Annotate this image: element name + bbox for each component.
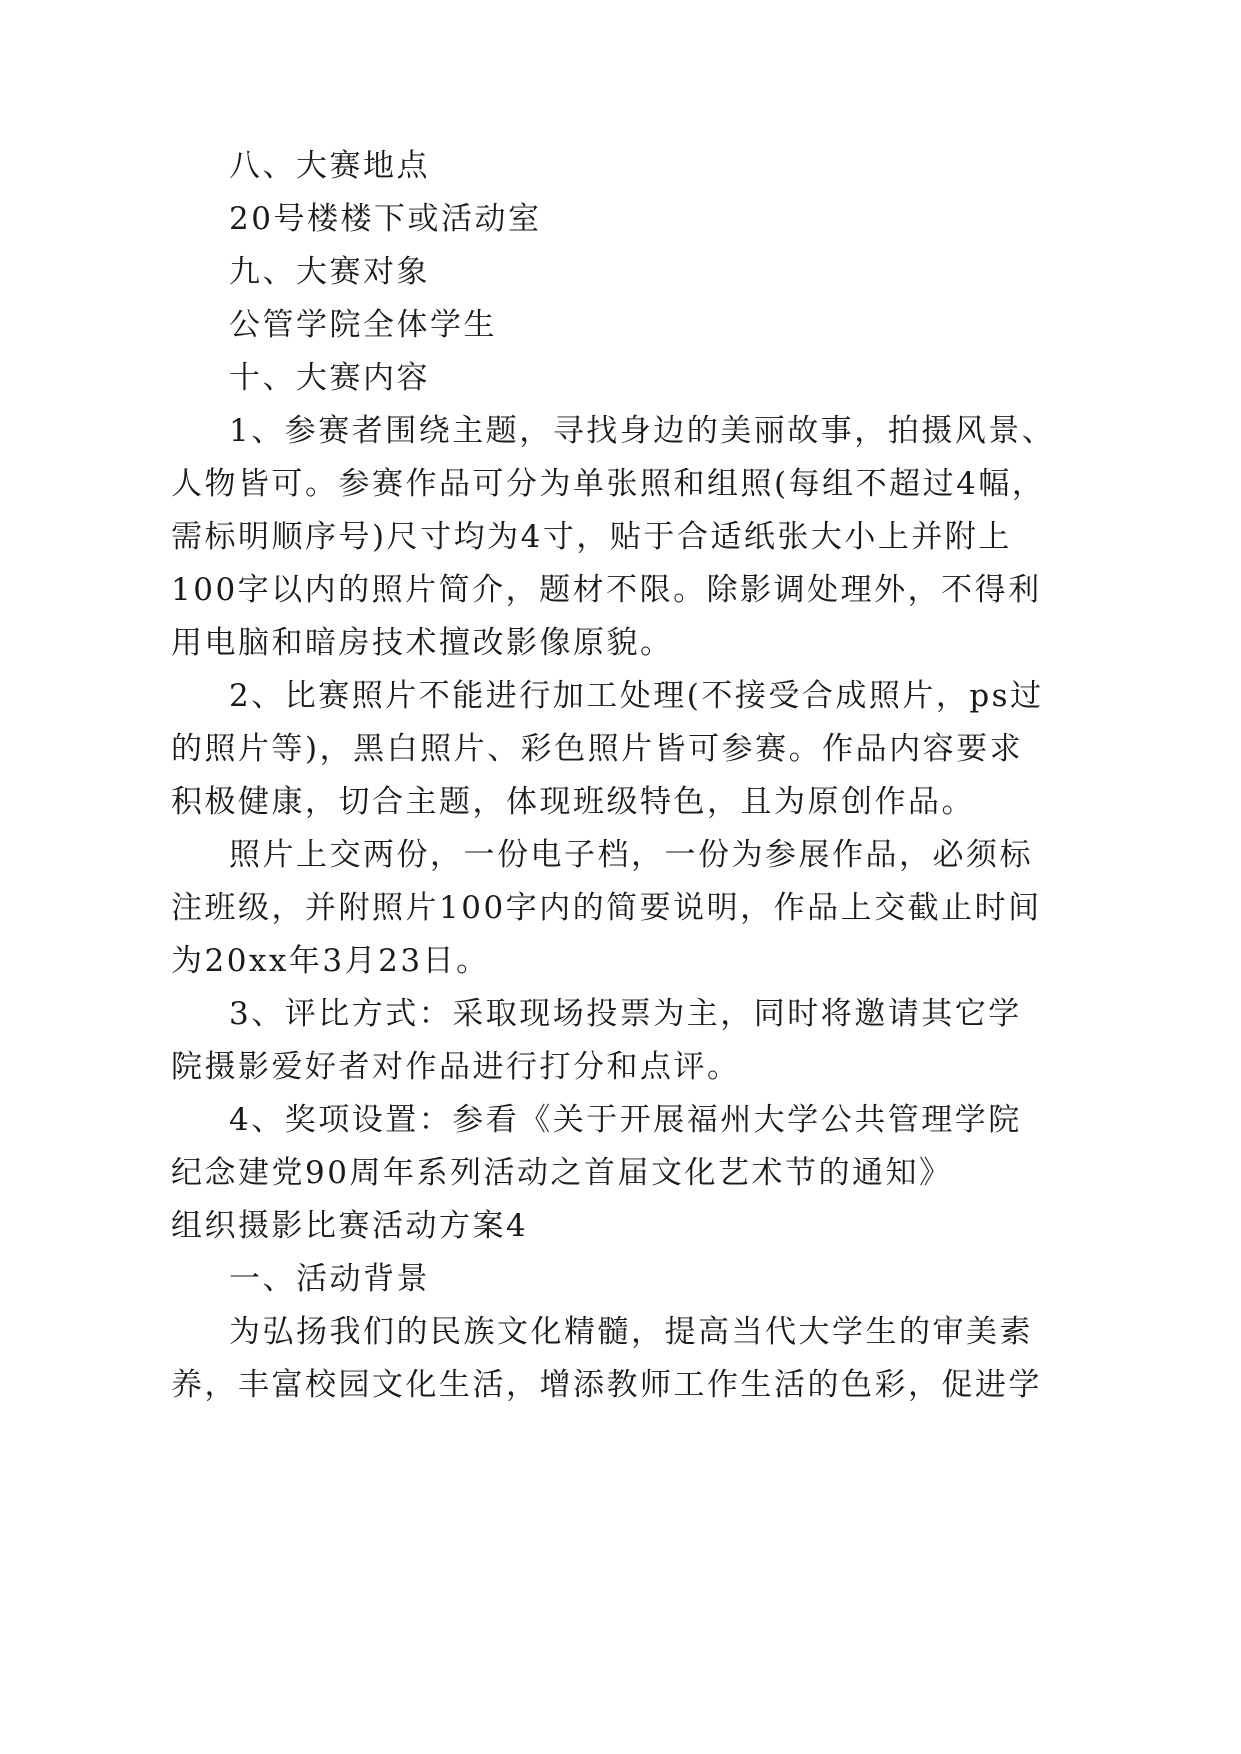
paragraph-line: 100字以内的照片简介，题材不限。除影调处理外，不得利: [171, 572, 1042, 608]
paragraph-line: 养，丰富校园文化生活，增添教师工作生活的色彩，促进学: [171, 1367, 1042, 1403]
paragraph-line: 4、奖项设置：参看《关于开展福州大学公共管理学院: [229, 1102, 1022, 1138]
heading-content: 十、大赛内容: [229, 360, 430, 396]
paragraph-line: 2、比赛照片不能进行加工处理(不接受合成照片，ps过: [229, 678, 1044, 714]
text-participants: 公管学院全体学生: [229, 307, 497, 343]
paragraph-line: 为弘扬我们的民族文化精髓，提高当代大学生的审美素: [229, 1314, 1033, 1350]
paragraph-line: 积极健康，切合主题，体现班级特色，且为原创作品。: [171, 784, 975, 820]
heading-background: 一、活动背景: [229, 1261, 430, 1297]
paragraph-line: 人物皆可。参赛作品可分为单张照和组照(每组不超过4幅，: [171, 466, 1046, 502]
heading-participants: 九、大赛对象: [229, 254, 430, 290]
paragraph-line: 1、参赛者围绕主题，寻找身边的美丽故事，拍摄风景、: [229, 413, 1056, 449]
section-title: 组织摄影比赛活动方案4: [171, 1208, 529, 1244]
heading-venue: 八、大赛地点: [229, 148, 430, 184]
paragraph-line: 需标明顺序号)尺寸均为4寸，贴于合适纸张大小上并附上: [171, 519, 1012, 555]
text-venue: 20号楼楼下或活动室: [229, 201, 542, 237]
paragraph-line: 注班级，并附照片100字内的简要说明，作品上交截止时间: [171, 890, 1042, 926]
paragraph-line: 3、评比方式：采取现场投票为主，同时将邀请其它学: [229, 996, 1022, 1032]
paragraph-line: 用电脑和暗房技术擅改影像原貌。: [171, 625, 674, 661]
paragraph-line: 院摄影爱好者对作品进行打分和点评。: [171, 1049, 741, 1085]
paragraph-line: 纪念建党90周年系列活动之首届文化艺术节的通知》: [171, 1155, 953, 1191]
paragraph-line: 照片上交两份，一份电子档，一份为参展作品，必须标: [229, 837, 1033, 873]
paragraph-line: 为20xx年3月23日。: [171, 943, 490, 979]
paragraph-line: 的照片等)，黑白照片、彩色照片皆可参赛。作品内容要求: [171, 731, 1024, 767]
